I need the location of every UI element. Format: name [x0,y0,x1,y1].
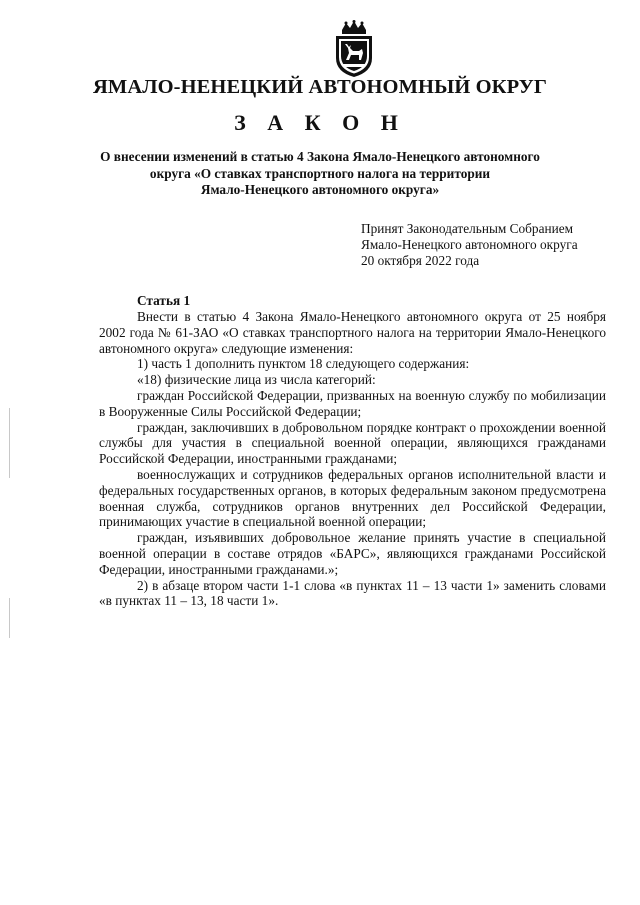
coat-of-arms-icon [332,20,376,78]
article-paragraph: «18) физические лица из числа категорий: [137,372,376,388]
article-paragraph: граждан, заключивших в добровольном порядке контракт о прохождении военной службы для участия в специальной военной операции, являющихся гражданами Российской Федерации, иностранными гражданами; [99,419,606,467]
article-paragraph: граждан, изъявивших добровольное желание принять участие в специальной военной операции в составе отрядов «БАРС», являющихся гражданами Российской Федерации, иностранными гражданами.»; [99,530,606,577]
document-type-title: З А К О Н [234,110,406,135]
article-heading: Статья 1 [137,293,191,308]
article-paragraph: военнослужащих и сотрудников федеральных органов исполнительной власти и федеральных государственных органов, в которых федеральным законом предусмотрена военная служба, сотрудников органов внутренних дел Российской Федерации, принимающих участие в специальной военной операции; [99,466,606,530]
adoption-note [361,221,621,269]
article-paragraph: граждан Российской Федерации, призванных на военную службу по мобилизации в Вооруженные Силы Российской Федерации; [99,387,606,419]
subject-line: О внесении изменений в статью 4 Закона Ямало-Ненецкого автономного [100,149,540,164]
scan-edge-mark [9,598,10,638]
adoption-line: Ямало-Ненецкого автономного округа [361,237,578,252]
adoption-line: Принят Законодательным Собранием [361,221,574,236]
article-paragraph: 1) часть 1 дополнить пунктом 18 следующего содержания: [137,356,470,372]
scan-edge-mark [9,408,10,478]
subject-line: округа «О ставках транспортного налога на территории [149,165,491,181]
law-subject [90,149,550,199]
article-body [99,309,606,609]
region-title: ЯМАЛО-НЕНЕЦКИЙ АВТОНОМНЫЙ ОКРУГ [92,76,548,98]
article-paragraph: 2) в абзаце втором части 1-1 слова «в пунктах 11 – 13 части 1» заменить словами «в пунктах 11 – 13, 18 части 1». [99,577,606,609]
subject-line: Ямало-Ненецкого автономного округа» [200,182,440,197]
article-paragraph: Внести в статью 4 Закона Ямало-Ненецкого автономного округа от 25 ноября 2002 года № 61-ЗАО «О ставках транспортного налога на территории Ямало-Ненецкого автономного округа» следующие изменения: [99,309,606,356]
adoption-date: 20 октября 2022 года [361,253,480,268]
